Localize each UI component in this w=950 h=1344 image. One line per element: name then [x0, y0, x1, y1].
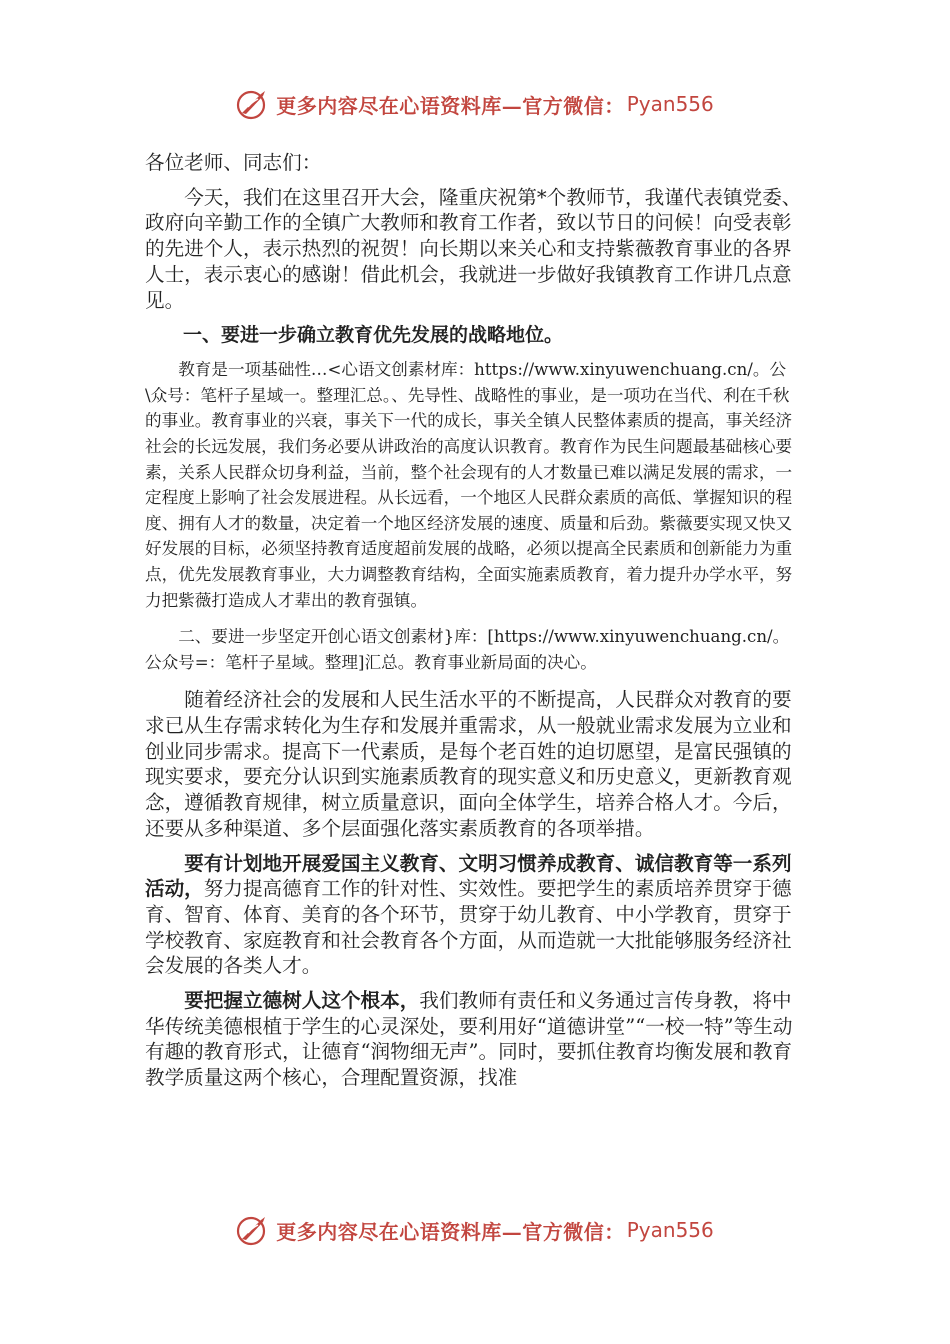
moral-education-text: 努力提高德育工作的针对性、实效性。要把学生的素质培养贯穿于德育、智育、体育、美育的各个环节，贯穿于幼儿教育、中小学教育，贯穿于学校教育、家庭教育和社会教育各个方面，从而造就一大批能够服务经济社会发展的各类人才。: [145, 877, 792, 978]
moral-education-paragraph: [145, 851, 805, 980]
header-banner-text: 更多内容尽在心语资料库—官方微信：: [276, 93, 625, 118]
section-1-paragraph: 教育是一项基础性…<心语文创素材库：https://www.xinyuwenchuang.cn/。公\众号：笔杆子星域一。整理汇总。、先导性、战略性的事业，是一项功在当代、利在千秋的事业。教育事业的兴衰，事关下一代的成长，事关全镇人民整体素质的提高，事关经济社会的长远发展，我们务必要从讲政治的高度认识教育。教育作为民生问题最基础核心要素，关系人民群众切身利益，当前，整个社会现有的人才数量已难以满足发展的需求，一定程度上影响了社会发展进程。从长远看，一个地区人民群众素质的高低、掌握知识的程度、拥有人才的数量，决定着一个地区经济发展的速度、质量和后劲。紫薇要实现又快又好发展的目标，必须坚持教育适度超前发展的战略，必须以提高全民素质和创新能力为重点，优先发展教育事业，大力调整教育结构，全面实施素质教育，着力提升办学水平，努力把紫薇打造成人才辈出的教育强镇。: [145, 360, 793, 610]
virtue-paragraph: [145, 988, 805, 1091]
salutation: 各位老师、同志们：: [145, 151, 322, 174]
footer-banner: [0, 1210, 950, 1250]
header-wechat-id: Pyan556: [626, 92, 714, 116]
section-2-paragraph: 随着经济社会的发展和人民生活水平的不断提高，人民群众对教育的要求已从生存需求转化为生存和发展并重需求，从一般就业需求发展为立业和创业同步需求。提高下一代素质，是每个老百姓的迫切愿望，是富民强镇的现实要求，要充分认识到实施素质教育的现实意义和历史意义，更新教育观念，遵循教育规律，树立质量意识，面向全体学生，培养合格人才。今后，还要从多种渠道、多个层面强化落实素质教育的各项举措。: [145, 688, 792, 840]
virtue-lead: 要把握立德树人这个根本，: [184, 989, 420, 1013]
section-heading-2: 二、要进一步坚定开创心语文创素材}库：[https://www.xinyuwenchuang.cn/。公众号=：笔杆子星域。整理]汇总。教育事业新局面的决心。: [145, 627, 790, 672]
pen-nib-icon: [236, 1213, 270, 1247]
footer-wechat-id: Pyan556: [626, 1218, 714, 1242]
document-body: [145, 150, 805, 1091]
section-heading-1: 一、要进一步确立教育优先发展的战略地位。: [183, 324, 564, 347]
moral-education-lead: 要有计划地开展爱国主义教育、文明习惯养成教育、诚信教育等一系列活动，: [145, 851, 792, 901]
virtue-text: 我们教师有责任和义务通过言传身教，将中华传统美德根植于学生的心灵深处，要利用好“道德讲堂”“一校一特”等生动有趣的教育形式，让德育“润物细无声”。同时，要抓住教育均衡发展和教育教学质量这两个核心，合理配置资源，找准: [145, 989, 793, 1090]
footer-banner-text: 更多内容尽在心语资料库—官方微信：: [276, 1219, 625, 1244]
pen-nib-icon: [236, 87, 270, 121]
intro-paragraph: 今天，我们在这里召开大会，隆重庆祝第*个教师节，我谨代表镇党委、政府向辛勤工作的全镇广大教师和教育工作者，致以节日的问候！向受表彰的先进个人，表示热烈的祝贺！向长期以来关心和支持紫薇教育事业的各界人士，表示衷心的感谢！借此机会，我就进一步做好我镇教育工作讲几点意见。: [145, 185, 802, 312]
header-banner: [0, 84, 950, 124]
